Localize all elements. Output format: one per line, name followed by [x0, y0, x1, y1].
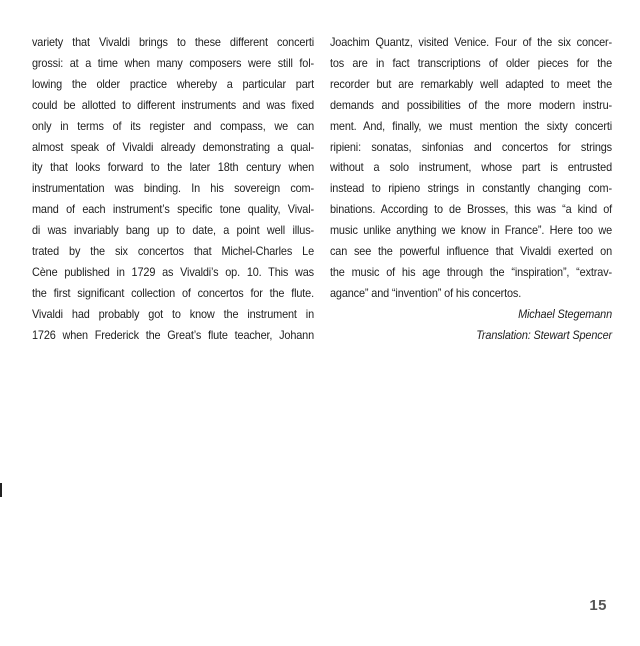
- body-text-line: di was invariably bang up to date, a point well illus-: [32, 224, 314, 238]
- left-text-column: [32, 33, 314, 347]
- body-text-line: music unlike anything we know in France”. Here too we: [330, 224, 612, 238]
- body-text-line: ripieni: sonatas, sinfonias and concertos for strings: [330, 140, 612, 154]
- right-text-column: [330, 33, 612, 347]
- translator-credit: Translation: Stewart Spencer: [476, 328, 612, 342]
- body-text-line: the first significant collection of concertos for the flute.: [32, 286, 314, 300]
- body-text-line: ity that looks forward to the later 18th century when: [32, 161, 314, 175]
- body-text-line: instead to ripieno strings in constantly changing com-: [330, 182, 612, 196]
- body-text-line: grossi: at a time when many composers were still fol-: [32, 56, 314, 70]
- body-text-line: Cène published in 1729 as Vivaldi’s op. 10. This was: [32, 265, 314, 279]
- body-text-line: only in terms of its register and compass, we can: [32, 119, 314, 133]
- body-text-line: Joachim Quantz, visited Venice. Four of the six concer-: [330, 36, 612, 49]
- body-text-line: 1726 when Frederick the Great’s flute teacher, Johann: [32, 328, 314, 342]
- body-text-line: mand of each instrument’s specific tone quality, Vival-: [32, 203, 314, 217]
- body-text-line: ment. And, finally, we must mention the sixty concerti: [330, 119, 612, 133]
- page-number: 15: [589, 597, 607, 614]
- body-text-line: lowing the older practice whereby a particular part: [32, 77, 314, 91]
- margin-mark: [0, 483, 2, 497]
- body-text-line: recorder but are remarkably well adapted to meet the: [330, 77, 612, 91]
- body-text-line: can see the powerful influence that Vivaldi exerted on: [330, 245, 612, 259]
- body-text-line: could be allotted to different instruments and was fixed: [32, 98, 314, 112]
- body-text-line: binations. According to de Brosses, this was “a kind of: [330, 203, 612, 217]
- body-text-line: almost speak of Vivaldi already demonstrating a qual-: [32, 140, 314, 154]
- body-text-line: trated by the six concertos that Michel-Charles Le: [32, 245, 314, 259]
- body-text-line: demands and possibilities of the more modern instru-: [330, 98, 612, 112]
- body-text-line: the music of his age through the “inspiration”, “extrav-: [330, 265, 612, 279]
- body-text-line: variety that Vivaldi brings to these different concerti: [32, 36, 314, 49]
- author-signature: Michael Stegemann: [518, 307, 612, 321]
- body-text-line: instrumentation was binding. In his sovereign com-: [32, 182, 314, 196]
- body-text-line: Vivaldi had probably got to know the instrument in: [32, 307, 314, 321]
- body-text-line: agance” and “invention” of his concertos.: [330, 286, 522, 300]
- body-text-line: tos are in fact transcriptions of older pieces for the: [330, 56, 612, 70]
- body-text-line: without a solo instrument, whose part is entrusted: [330, 161, 612, 175]
